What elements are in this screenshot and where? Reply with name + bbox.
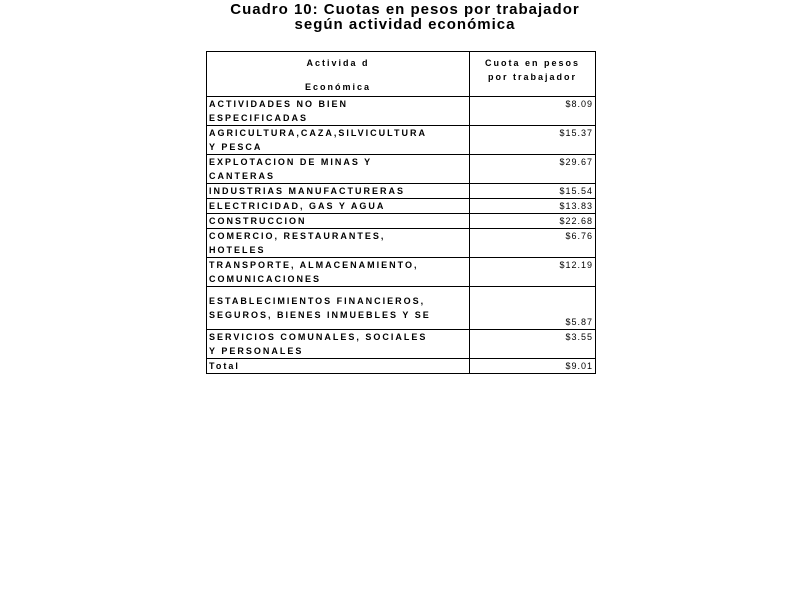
table-row <box>207 199 596 214</box>
quota-cell: $15.37 <box>470 126 596 155</box>
table-total-row <box>207 359 596 374</box>
quota-cell: $12.19 <box>470 258 596 287</box>
table-row <box>207 155 596 184</box>
total-label-cell: Total <box>207 359 470 374</box>
activity-cell: AGRICULTURA,CAZA,SILVICULTURA Y PESCA <box>207 126 470 155</box>
table-header-row <box>207 52 596 97</box>
activity-cell: INDUSTRIAS MANUFACTURERAS <box>207 184 470 199</box>
total-value-cell: $9.01 <box>470 359 596 374</box>
caption-line-2: según actividad económica <box>294 16 516 33</box>
quota-cell: $6.76 <box>470 229 596 258</box>
activity-cell: SERVICIOS COMUNALES, SOCIALES Y PERSONALES <box>207 330 470 359</box>
header-quota <box>470 52 596 97</box>
activity-cell: EXPLOTACION DE MINAS Y CANTERAS <box>207 155 470 184</box>
activity-cell: TRANSPORTE, ALMACENAMIENTO, COMUNICACIONES <box>207 258 470 287</box>
table-caption <box>190 2 620 32</box>
table-row <box>207 126 596 155</box>
quota-cell: $5.87 <box>470 287 596 330</box>
quota-cell: $13.83 <box>470 199 596 214</box>
table-row <box>207 229 596 258</box>
header-quota-label: Cuota en pesos por trabajador <box>484 58 580 82</box>
header-activity-line1: Activida d <box>306 58 370 68</box>
activity-cell: ELECTRICIDAD, GAS Y AGUA <box>207 199 470 214</box>
quota-cell: $22.68 <box>470 214 596 229</box>
table-row <box>207 184 596 199</box>
quota-cell: $29.67 <box>470 155 596 184</box>
activity-cell: COMERCIO, RESTAURANTES, HOTELES <box>207 229 470 258</box>
activity-cell: ESTABLECIMIENTOS FINANCIEROS, SEGUROS, BIENES INMUEBLES Y SE <box>207 287 470 330</box>
header-activity <box>207 52 470 97</box>
activity-cell: CONSTRUCCION <box>207 214 470 229</box>
caption-line-1: Cuadro 10: Cuotas en pesos por trabajador <box>230 1 580 18</box>
table-row <box>207 214 596 229</box>
activity-cell: ACTIVIDADES NO BIEN ESPECIFICADAS <box>207 97 470 126</box>
quota-cell: $8.09 <box>470 97 596 126</box>
header-activity-line2: Económica <box>304 82 371 92</box>
table-row <box>207 287 596 330</box>
quota-cell: $3.55 <box>470 330 596 359</box>
table-row <box>207 97 596 126</box>
quota-cell: $15.54 <box>470 184 596 199</box>
table-row <box>207 330 596 359</box>
table-row <box>207 258 596 287</box>
quota-table <box>206 51 596 374</box>
